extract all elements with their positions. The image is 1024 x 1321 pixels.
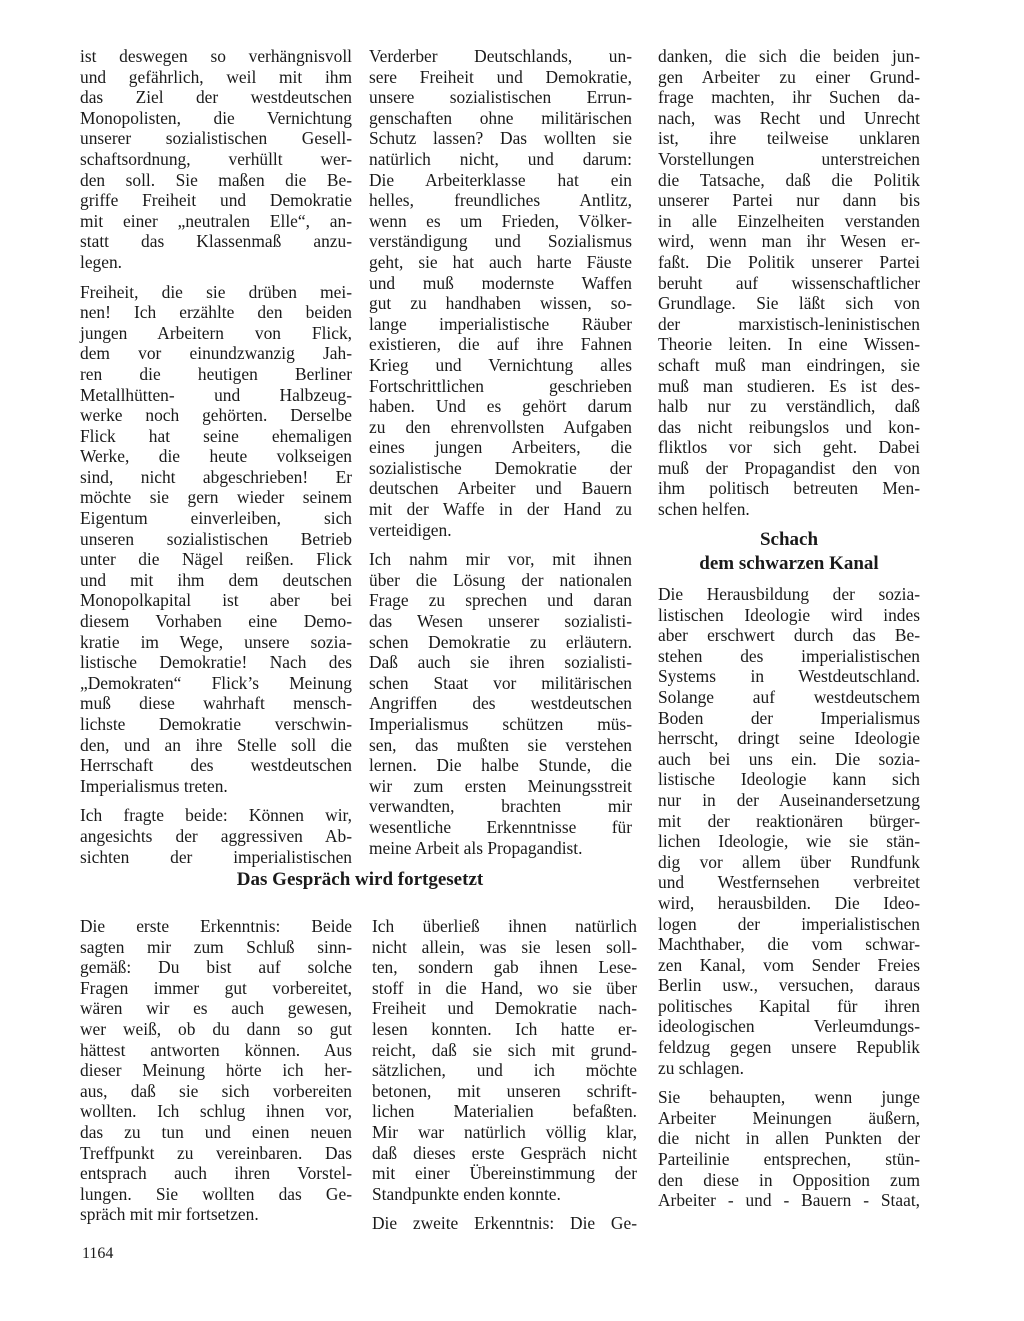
text-line: zu schlagen. (658, 1057, 744, 1078)
text-line: Arbeiter - und - Bauern - Staat, (658, 1190, 920, 1211)
paragraph (369, 46, 632, 540)
text-line: entsprach auch ihren Vorstel- (80, 1163, 352, 1184)
text-line: statt das Klassenmaß anzu- (80, 231, 352, 252)
text-line: mit der Waffe in der Hand zu (369, 499, 632, 520)
text-line: Daß auch sie ihren sozialisti- (369, 652, 632, 673)
column-4 (80, 916, 352, 1234)
text-line: lange imperialistische Räuber (369, 313, 632, 334)
text-line: die Tatsache, daß die Politik (658, 169, 920, 190)
text-line: danken, die sich die beiden jun- (658, 46, 920, 66)
text-line: wären wir es auch gewesen, (80, 998, 352, 1019)
text-line: diesem Vorhaben eine Demo- (80, 611, 352, 632)
text-line: mit einer „neutralen Elle“, an- (80, 210, 352, 231)
text-line: mit einer Übereinstimmung der (372, 1163, 637, 1184)
text-line: muß der Propagandist den von (658, 457, 920, 478)
text-line: hättest antworten können. Aus (80, 1039, 352, 1060)
text-line: politisches Kapital für ihren (658, 995, 920, 1016)
text-line: feldzug gegen unsere Republik (658, 1037, 920, 1058)
column-3-continued (658, 584, 920, 1220)
text-line: und Westfernsehen verbreitet (658, 872, 920, 893)
text-line: Herrschaft des westdeutschen (80, 755, 352, 776)
text-line: Die zweite Erkenntnis: Die Ge- (372, 1213, 637, 1234)
section-heading-gespraech: Das Gespräch wird fortgesetzt (236, 869, 484, 890)
text-line: Machthaber, die vom schwar- (658, 934, 920, 955)
text-line: Freiheit und Demokratie nach- (372, 998, 637, 1019)
text-line: halb nur zu verständlich, daß (658, 396, 920, 417)
text-line: der marxistisch-leninistischen (658, 313, 920, 334)
text-line: sere Freiheit und Demokratie, (369, 66, 632, 87)
paragraph (80, 805, 352, 867)
text-line: Freiheit, die sie drüben mei- (80, 281, 352, 302)
text-line: Vorstellungen unterstreichen (658, 148, 920, 169)
text-line: Berlin usw., versuchen, daraus (658, 975, 920, 996)
text-line: logen der imperialistischen (658, 913, 920, 934)
text-line: schen Staat vor militärischen (369, 672, 632, 693)
column-1 (80, 46, 352, 876)
text-line: verteidigen. (369, 519, 452, 540)
section-heading-schach (658, 528, 920, 576)
text-line: gen Arbeiter zu einer Grund- (658, 66, 920, 87)
text-line: Ich nahm mir vor, mit ihnen (369, 549, 632, 570)
text-line: Treffpunkt zu vereinbaren. Das (80, 1142, 352, 1163)
text-line: existieren, die auf ihre Fahnen (369, 334, 632, 355)
text-line: lichste Demokratie verschwin- (80, 714, 352, 734)
text-line: Systems in Westdeutschland. (658, 666, 920, 687)
text-line: den diese in Opposition zum (658, 1169, 920, 1190)
text-line: Die erste Erkenntnis: Beide (80, 916, 352, 936)
text-line: das Wesen unserer sozialisti- (369, 611, 632, 632)
text-line: Theorie leiten. In eine Wissen- (658, 334, 920, 355)
text-line: angesichts der aggressiven Ab- (80, 825, 352, 846)
text-line: ren die heutigen Berliner (80, 363, 352, 384)
text-line: über die Lösung der nationalen (369, 569, 632, 590)
text-line: helles, freundliches Antlitz, (369, 190, 632, 211)
text-line: Sie behaupten, wenn junge (658, 1087, 920, 1108)
text-line: eines jungen Arbeiters, die (369, 437, 632, 458)
text-line: das zu tun und einen neuen (80, 1121, 352, 1142)
text-line: in alle Einzelheiten verstanden (658, 210, 920, 231)
text-line: unsere sozialistischen Errun- (369, 87, 632, 108)
text-line: listischen Ideologie wird indes (658, 604, 920, 625)
text-line: Fortschrittlichen geschrieben (369, 375, 632, 396)
text-line: sagten mir zum Schluß sinn- (80, 936, 352, 957)
text-line: legen. (80, 251, 123, 272)
text-line: ist, ihre teilweise unklaren (658, 128, 920, 149)
text-line: Schutz lassen? Das wollten sie (369, 128, 632, 149)
text-line: lichen Ideologie, wie sie stän- (658, 831, 920, 852)
text-line: Arbeiter Meinungen äußern, (658, 1107, 920, 1128)
text-line: daß dieses erste Gespräch nicht (372, 1142, 637, 1163)
text-line: ist deswegen so verhängnisvoll (80, 46, 352, 66)
text-line: unserer Partei nur dann bis (658, 190, 920, 211)
text-line: aus, daß sie sich vorbereiten (80, 1080, 352, 1101)
text-line: schaftsordnung, verhüllt wer- (80, 148, 352, 169)
text-line: schaft muß man eindringen, sie (658, 354, 920, 375)
text-line: den soll. Sie maßen die Be- (80, 169, 352, 190)
paragraph (372, 1213, 637, 1234)
text-line: wird, herausbilden. Die Ideo- (658, 892, 920, 913)
text-line: Eigentum einverleiben, sich (80, 508, 352, 529)
text-line: das nicht reibungslos und kon- (658, 416, 920, 437)
text-line: ihm politisch betreuten Men- (658, 478, 920, 499)
text-line: sind, nicht abgeschrieben! Er (80, 466, 352, 487)
text-line: zen Kanal, vom Sender Freies (658, 954, 920, 975)
text-line: und gefährlich, weil mit ihm (80, 66, 352, 87)
text-line: fliktlos vor sich geht. Dabei (658, 437, 920, 458)
text-line: dem vor einundzwanzig Jah- (80, 343, 352, 364)
text-line: den, und an ihre Stelle soll die (80, 734, 352, 755)
text-line: reicht, daß sie sich mit grund- (372, 1039, 637, 1060)
heading-line: dem schwarzen Kanal (699, 553, 879, 574)
text-line: griffe Freiheit und Demokratie (80, 190, 352, 211)
text-line: lesen konnten. Ich hatte er- (372, 1018, 637, 1039)
text-line: deutschen Arbeiter und Bauern (369, 478, 632, 499)
text-line: wird, wenn man ihr Wesen er- (658, 231, 920, 252)
text-line: beruht auf wissenschaftlicher (658, 272, 920, 293)
text-line: und mit ihm dem deutschen (80, 569, 352, 590)
text-line: wir zum ersten Meinungsstreit (369, 775, 632, 796)
text-line: dig vor allem über Rundfunk (658, 851, 920, 872)
text-line: frage machten, ihr Suchen da- (658, 87, 920, 108)
text-line: stoff in die Hand, wo sie über (372, 977, 637, 998)
heading-line: Schach (759, 529, 819, 550)
text-line: aber erschwert durch das Be- (658, 625, 920, 646)
text-line: stehen des imperialistischen (658, 645, 920, 666)
text-line: lernen. Die halbe Stunde, die (369, 755, 632, 776)
text-line: wenn es um Frieden, Völker- (369, 210, 632, 231)
text-line: haben. Und es gehört darum (369, 396, 632, 417)
text-line: verwandten, brachten mir (369, 796, 632, 817)
paragraph (80, 46, 352, 273)
text-line: möchte sie gern wieder seinem (80, 487, 352, 508)
text-line: Ich fragte beide: Können wir, (80, 805, 352, 826)
text-line: Monopolkapital ist aber bei (80, 590, 352, 611)
text-line: herrscht, dringt seine Ideologie (658, 728, 920, 749)
text-line: Krieg und Vernichtung alles (369, 354, 632, 375)
text-line: gemäß: Du bist auf solche (80, 957, 352, 978)
paragraph (369, 549, 632, 858)
text-line: wer weiß, ob du dann so gut (80, 1018, 352, 1039)
paragraph (658, 584, 920, 1078)
text-line: zu den ehrenvollsten Aufgaben (369, 416, 632, 437)
text-line: lungen. Sie wollten das Ge- (80, 1183, 352, 1204)
text-line: spräch mit mir fortsetzen. (80, 1204, 259, 1225)
column-2 (369, 46, 632, 867)
text-line: ideologischen Verleumdungs- (658, 1016, 920, 1037)
text-line: mit der reaktionären bürger- (658, 810, 920, 831)
text-line: meine Arbeit als Propagandist. (369, 837, 583, 858)
text-line: sozialistische Demokratie der (369, 457, 632, 478)
text-line: betonen, mit unseren schrift- (372, 1080, 637, 1101)
text-line: faßt. Die Politik unserer Partei (658, 251, 920, 272)
text-line: Solange auf westdeutschem (658, 686, 920, 707)
paragraph (658, 1087, 920, 1211)
text-line: nicht allein, was sie lesen soll- (372, 936, 637, 957)
text-line: Flick hat seine ehemaligen (80, 425, 352, 446)
text-line: Fragen immer gut vorbereitet, (80, 977, 352, 998)
text-line: Ich überließ ihnen natürlich (372, 916, 637, 936)
text-line: unseren sozialistischen Betrieb (80, 528, 352, 549)
paragraph (658, 46, 920, 520)
text-line: Verderber Deutschlands, un- (369, 46, 632, 66)
text-line: Mir war natürlich völlig klar, (372, 1121, 637, 1142)
text-line: dieser Meinung hörte ich her- (80, 1060, 352, 1081)
text-line: muß diese wahrhaft mensch- (80, 693, 352, 714)
text-line: verständigung und Sozialismus (369, 231, 632, 252)
text-line: geht, sie hat auch harte Fäuste (369, 251, 632, 272)
text-line: Imperialismus schützen müs- (369, 714, 632, 734)
text-line: nach, was Recht und Unrecht (658, 107, 920, 128)
text-line: genschaften ohne militärischen (369, 107, 632, 128)
text-line: listische Demokratie! Nach des (80, 652, 352, 673)
text-line: schen helfen. (658, 499, 750, 520)
text-line: das Ziel der westdeutschen (80, 87, 352, 108)
paragraph (80, 916, 352, 1225)
text-line: wesentliche Erkenntnisse für (369, 816, 632, 837)
text-line: natürlich nicht, und darum: (369, 148, 632, 169)
text-line: Werke, die heute volkseigen (80, 446, 352, 467)
text-line: wollten. Ich schlug ihnen vor, (80, 1101, 352, 1122)
text-line: gut zu handhaben wissen, so- (369, 293, 632, 314)
text-line: Standpunkte enden konnte. (372, 1183, 561, 1204)
text-line: Angriffen des westdeutschen (369, 693, 632, 714)
text-line: Die Arbeiterklasse hat ein (369, 169, 632, 190)
text-line: lichen Materialien befaßten. (372, 1101, 637, 1122)
text-line: die nicht in allen Punkten der (658, 1128, 920, 1149)
page-number: 1164 (82, 1245, 114, 1262)
text-line: Frage zu sprechen und daran (369, 590, 632, 611)
column-3 (658, 46, 920, 529)
text-line: unter die Nägel reißen. Flick (80, 549, 352, 570)
text-line: nur in der Auseinandersetzung (658, 789, 920, 810)
text-line: jungen Arbeitern von Flick, (80, 322, 352, 343)
text-line: sen, das mußten sie verstehen (369, 734, 632, 755)
text-line: nen! Ich erzählte den beiden (80, 302, 352, 323)
text-line: sichten der imperialistischen (80, 846, 352, 867)
text-line: muß man studieren. Es ist des- (658, 375, 920, 396)
text-line: Monopolisten, die Vernichtung (80, 107, 352, 128)
text-line: sätzlichen, und ich möchte (372, 1060, 637, 1081)
text-line: Metallhütten- und Halbzeug- (80, 384, 352, 405)
text-line: Grundlage. Sie läßt sich von (658, 293, 920, 314)
text-line: ten, sondern gab ihnen Lese- (372, 957, 637, 978)
text-line: auch bei uns ein. Die sozia- (658, 748, 920, 769)
text-line: Die Herausbildung der sozia- (658, 584, 920, 604)
text-line: werke noch gehörten. Derselbe (80, 405, 352, 426)
text-line: listische Ideologie kann sich (658, 769, 920, 790)
text-line: Imperialismus treten. (80, 775, 228, 796)
text-line: „Demokraten“ Flick’s Meinung (80, 672, 352, 693)
text-line: kratie im Wege, unsere sozia- (80, 631, 352, 652)
text-line: und muß modernste Waffen (369, 272, 632, 293)
text-line: Parteilinie entsprechen, stün- (658, 1149, 920, 1170)
text-line: Boden der Imperialismus (658, 707, 920, 728)
text-line: unserer sozialistischen Gesell- (80, 128, 352, 149)
column-5 (372, 916, 637, 1243)
paragraph (80, 282, 352, 797)
text-line: schen Demokratie zu erläutern. (369, 631, 632, 652)
paragraph (372, 916, 637, 1204)
